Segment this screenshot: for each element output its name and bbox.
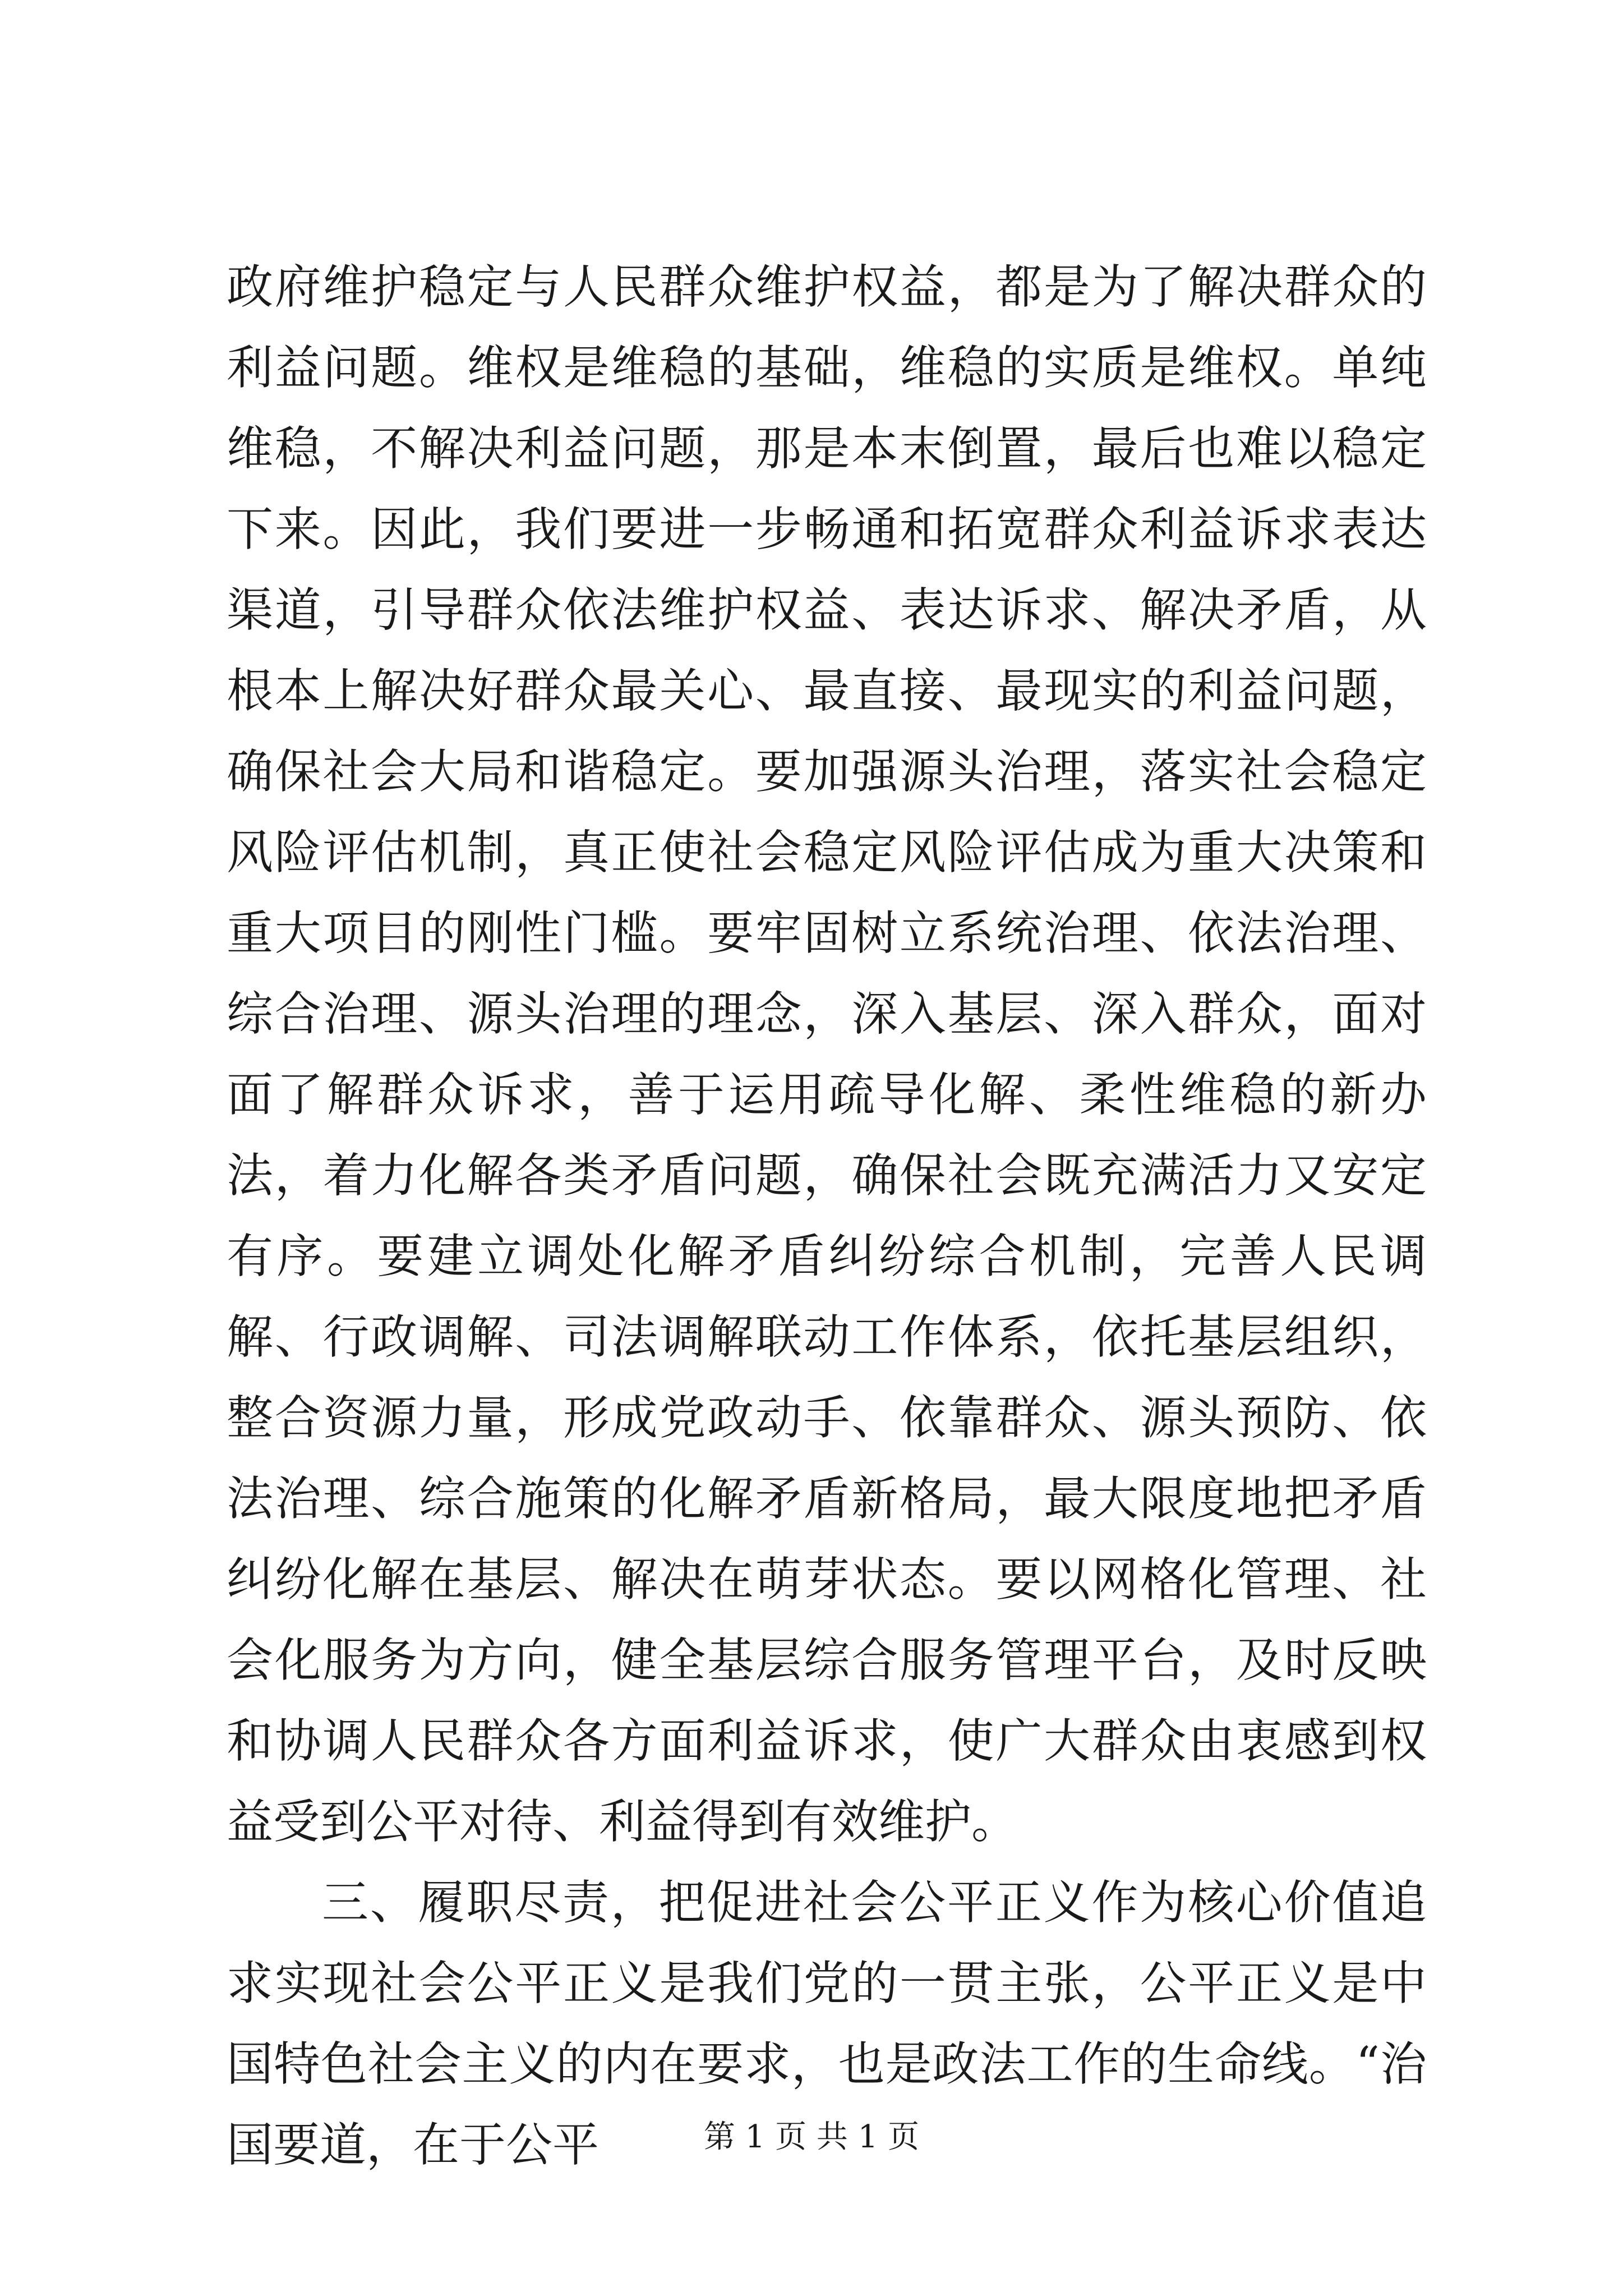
page-footer: 第 1 页 共 1 页	[703, 2119, 920, 2155]
paragraph-1: 政府维护稳定与人民群众维护权益，都是为了解决群众的利益问题。维权是维稳的基础，维稳的实质是维权。单纯维稳，不解决利益问题，那是本末倒置，最后也难以稳定下来。因此，我们要进一步畅通和拓宽群众利益诉求表达渠道，引导群众依法维护权益、表达诉求、解决矛盾，从根本上解决好群众最关心、最直接、最现实的利益问题，确保社会大局和谐稳定。要加强源头治理，落实社会稳定风险评估机制，真正使社会稳定风险评估成为重大决策和重大项目的刚性门槛。要牢固树立系统治理、依法治理、综合治理、源头治理的理念，深入基层、深入群众，面对面了解群众诉求，善于运用疏导化解、柔性维稳的新办法，着力化解各类矛盾问题，确保社会既充满活力又安定有序。要建立调处化解矛盾纠纷综合机制，完善人民调解、行政调解、司法调解联动工作体系，依托基层组织，整合资源力量，形成党政动手、依靠群众、源头预防、依法治理、综合施策的化解矛盾新格局，最大限度地把矛盾纠纷化解在基层、解决在萌芽状态。要以网格化管理、社会化服务为方向，健全基层综合服务管理平台，及时反映和协调人民群众各方面利益诉求，使广大群众由衷感到权益受到公平对待、利益得到有效维护。	[227, 260, 1427, 1849]
document-body	[227, 247, 1427, 2185]
paragraph-2: 三、履职尽责，把促进社会公平正义作为核心价值追求实现社会公平正义是我们党的一贯主张，公平正义是中国特色社会主义的内在要求，也是政法工作的生命线。“治国要道，在于公平	[227, 1875, 1427, 2172]
